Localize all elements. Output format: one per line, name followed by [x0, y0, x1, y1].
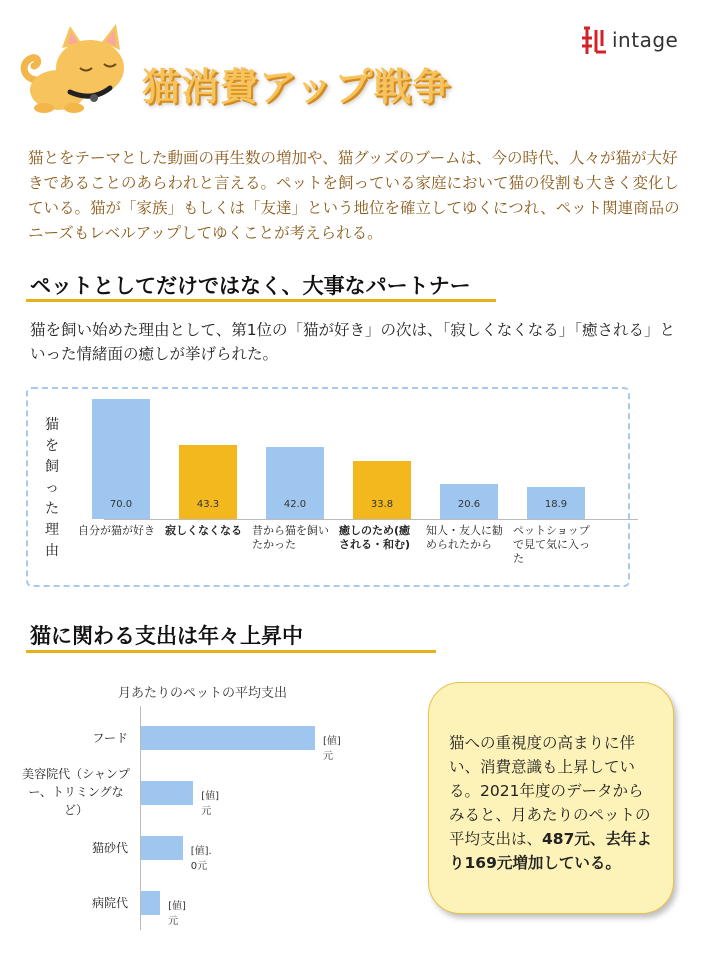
intro-paragraph: 猫とをテーマとした動画の再生数の増加や、猫グッズのブームは、今の時代、人々が猫が大好きであることのあらわれと言える。ペットを飼っている家庭において猫の役割も大きく変化している。猫が「家族」もしくは「友達」という地位を確立してゆくにつれ、ペット関連商品のニーズもレベルアップしてゆくことが考えられる。 [28, 149, 680, 242]
category-label: 自分が猫が好き [78, 524, 155, 537]
summary-callout [428, 682, 674, 914]
section-underline [26, 650, 436, 653]
cat-illustration [18, 18, 138, 118]
reasons-chart [26, 387, 630, 587]
callout-bold-text: 487元、去年より169元増加している。 [449, 830, 652, 872]
section-heading-spending: 猫に関わる支出は年々上昇中 [30, 624, 303, 648]
spending-value-label: [値]元 [168, 901, 186, 927]
spending-bar-2 [141, 836, 183, 860]
spending-chart-title: 月あたりのペットの平均支出 [118, 686, 288, 701]
chart-y-axis-label: 猫を飼った理由 [45, 417, 59, 559]
spending-value-label: [値]元 [201, 791, 219, 817]
spending-category-label: 病院代 [91, 896, 128, 910]
callout-text [449, 731, 655, 875]
page-title: 猫消費アップ戦争 [142, 65, 452, 109]
spending-category-label: 猫砂代 [91, 841, 128, 855]
spending-bar-3 [141, 891, 160, 915]
category-label: 癒しのため(癒される・和む) [339, 524, 411, 551]
category-label: ペットショップで見て気に入った [513, 524, 590, 565]
category-label: 寂しくなくなる [165, 524, 242, 537]
spending-bar-0 [141, 726, 315, 750]
callout-plain-text: 猫への重視度の高まりに伴い、消費意識も上昇している。2021年度のデータからみると、月あたりのペットの平均支出は、 [449, 734, 651, 848]
section-underline [26, 299, 496, 302]
intage-logo-text: intage [612, 28, 679, 52]
reason-paragraph: 猫を飼い始めた理由として、第1位の「猫が好き」の次は、「寂しくなくなる」「癒される」といった情緒面の癒しが挙げられた。 [30, 321, 676, 363]
spending-category-label: フード [92, 731, 128, 745]
section-heading-partner: ペットとしてだけではなく、大事なパートナー [30, 274, 471, 298]
intage-logo-icon [580, 24, 610, 58]
bar-3 [353, 461, 411, 519]
bar-value-label: 20.6 [457, 499, 481, 510]
chart-marks [28, 389, 628, 585]
spending-category-label: 美容院代（シャンプー、トリミングなど） [22, 767, 130, 817]
bar-value-label: 33.8 [370, 499, 394, 510]
spending-bar-1 [141, 781, 193, 805]
category-label: 知人・友人に勧められたから [426, 524, 503, 551]
bar-value-label: 42.0 [283, 499, 307, 510]
bar-value-label: 70.0 [109, 499, 133, 510]
category-label: 昔から猫を飼いたかった [252, 524, 329, 551]
spending-value-label: [値]. 0元 [190, 846, 212, 872]
spending-value-label: [値]元 [323, 736, 341, 762]
bar-value-label: 43.3 [196, 499, 220, 510]
bar-value-label: 18.9 [544, 499, 568, 510]
